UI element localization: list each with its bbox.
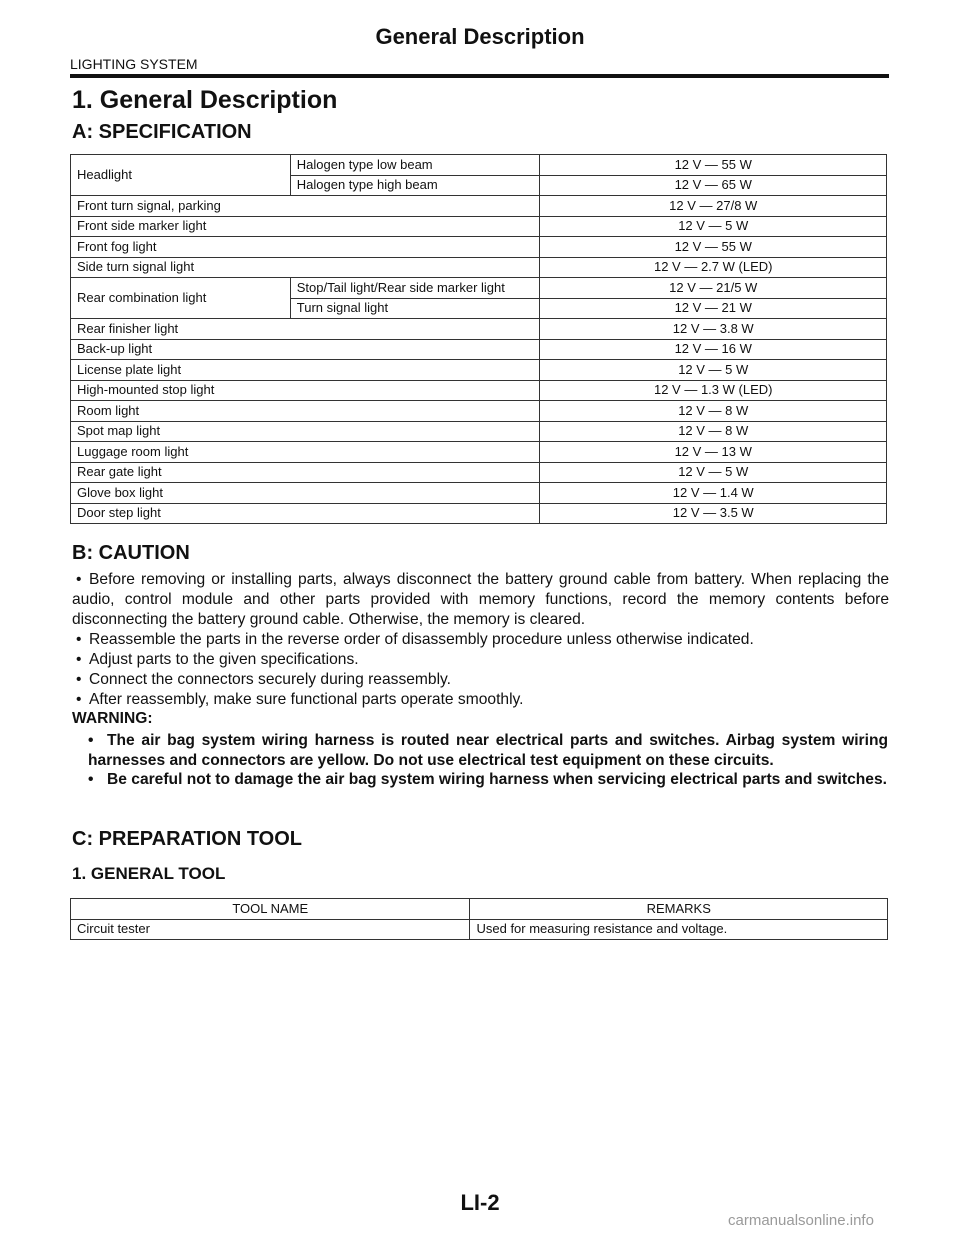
spec-item: Door step light <box>71 503 540 524</box>
list-item: • Adjust parts to the given specifications. <box>72 650 889 670</box>
spec-item: Front fog light <box>71 237 540 258</box>
spec-value: 12 V — 5 W <box>540 360 887 381</box>
spec-item: Rear finisher light <box>71 319 540 340</box>
bullet-icon: • <box>88 771 94 788</box>
spec-item: Rear gate light <box>71 462 540 483</box>
spec-value: 12 V — 21 W <box>540 298 887 319</box>
table-row <box>71 462 887 483</box>
section-title: 1. General Description <box>72 86 338 114</box>
spec-item: License plate light <box>71 360 540 381</box>
spec-item: Luggage room light <box>71 442 540 463</box>
tool-name: Circuit tester <box>71 919 470 940</box>
table-row <box>71 401 887 422</box>
table-row <box>71 216 887 237</box>
warning-text: Be careful not to damage the air bag system wiring harness when servicing electrical parts and switches. <box>107 771 887 788</box>
page-header-section: LIGHTING SYSTEM <box>70 56 198 72</box>
spec-item: Headlight <box>71 155 291 196</box>
spec-item: High-mounted stop light <box>71 380 540 401</box>
spec-item: Rear combination light <box>71 278 291 319</box>
spec-subitem: Turn signal light <box>290 298 540 319</box>
list-item: • Reassemble the parts in the reverse order of disassembly procedure unless otherwise indicated. <box>72 630 889 650</box>
list-item <box>88 731 888 770</box>
column-header: TOOL NAME <box>71 899 470 920</box>
warning-list <box>88 731 888 790</box>
column-header: REMARKS <box>470 899 888 920</box>
spec-item: Room light <box>71 401 540 422</box>
spec-value: 12 V — 8 W <box>540 421 887 442</box>
tool-table <box>70 898 888 940</box>
spec-item: Side turn signal light <box>71 257 540 278</box>
spec-item: Front turn signal, parking <box>71 196 540 217</box>
spec-value: 12 V — 2.7 W (LED) <box>540 257 887 278</box>
table-row <box>71 257 887 278</box>
spec-value: 12 V — 3.5 W <box>540 503 887 524</box>
table-header-row <box>71 899 888 920</box>
spec-value: 12 V — 3.8 W <box>540 319 887 340</box>
table-row <box>71 483 887 504</box>
watermark: carmanualsonline.info <box>728 1212 874 1229</box>
list-item: • Before removing or installing parts, always disconnect the battery ground cable from battery. When replacing the audio, control module and other parts provided with memory functions, record the memory contents before disconnecting the battery ground cable. Otherwise, the memory is cleared. <box>72 570 889 630</box>
table-row <box>71 196 887 217</box>
spec-value: 12 V — 1.4 W <box>540 483 887 504</box>
tool-remarks: Used for measuring resistance and voltage. <box>470 919 888 940</box>
table-row <box>71 380 887 401</box>
page-number: LI-2 <box>460 1190 500 1215</box>
spec-value: 12 V — 13 W <box>540 442 887 463</box>
table-row <box>71 421 887 442</box>
general-tool-heading: 1. GENERAL TOOL <box>72 864 226 883</box>
preparation-heading: C: PREPARATION TOOL <box>72 828 302 850</box>
table-row <box>71 155 887 176</box>
spec-value: 12 V — 65 W <box>540 175 887 196</box>
header-divider <box>70 74 889 78</box>
warning-text: The air bag system wiring harness is routed near electrical parts and switches. Airbag system wiring harnesses and connectors are yellow. Do not use electrical test equipment on these circuits. <box>88 732 888 769</box>
spec-heading: A: SPECIFICATION <box>72 121 252 143</box>
table-row <box>71 237 887 258</box>
spec-value: 12 V — 21/5 W <box>540 278 887 299</box>
list-item: • Connect the connectors securely during reassembly. <box>72 670 889 690</box>
spec-item: Back-up light <box>71 339 540 360</box>
bullet-icon: • <box>88 732 94 749</box>
spec-item: Glove box light <box>71 483 540 504</box>
spec-item: Front side marker light <box>71 216 540 237</box>
warning-label: WARNING: <box>72 710 153 727</box>
spec-value: 12 V — 27/8 W <box>540 196 887 217</box>
table-row <box>71 339 887 360</box>
table-row <box>71 278 887 299</box>
table-row <box>71 503 887 524</box>
spec-value: 12 V — 8 W <box>540 401 887 422</box>
spec-subitem: Halogen type low beam <box>290 155 540 176</box>
spec-item: Spot map light <box>71 421 540 442</box>
spec-value: 12 V — 5 W <box>540 216 887 237</box>
spec-subitem: Stop/Tail light/Rear side marker light <box>290 278 540 299</box>
caution-list <box>72 570 889 710</box>
list-item <box>88 770 888 790</box>
list-item: • After reassembly, make sure functional parts operate smoothly. <box>72 690 889 710</box>
spec-value: 12 V — 16 W <box>540 339 887 360</box>
table-row <box>71 919 888 940</box>
table-row <box>71 442 887 463</box>
caution-heading: B: CAUTION <box>72 542 190 564</box>
spec-value: 12 V — 55 W <box>540 237 887 258</box>
spec-value: 12 V — 1.3 W (LED) <box>540 380 887 401</box>
specification-table <box>70 154 887 524</box>
spec-subitem: Halogen type high beam <box>290 175 540 196</box>
table-row <box>71 319 887 340</box>
spec-value: 12 V — 55 W <box>540 155 887 176</box>
table-row <box>71 360 887 381</box>
spec-value: 12 V — 5 W <box>540 462 887 483</box>
page-header-title: General Description <box>375 24 585 49</box>
